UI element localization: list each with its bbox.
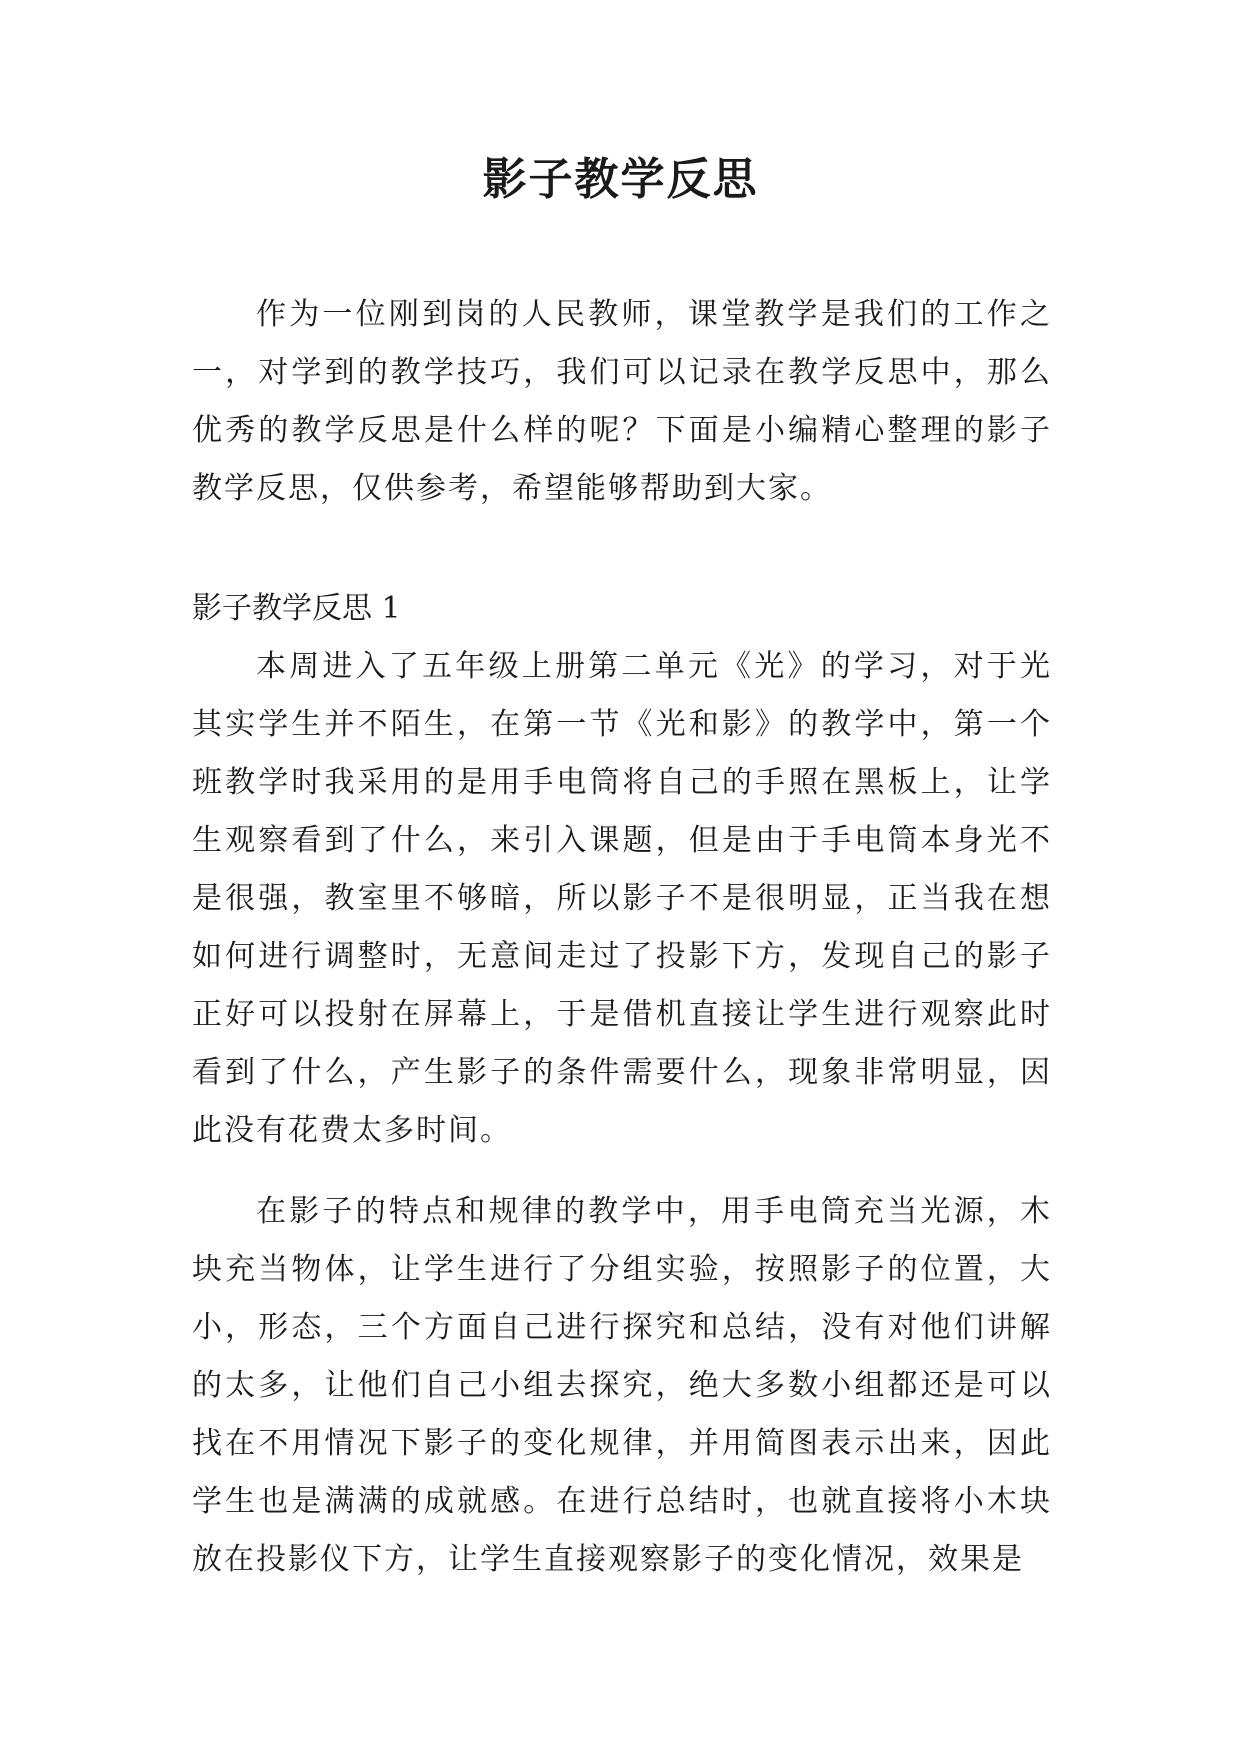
document-title: 影子教学反思 [482,154,759,205]
section-heading: 影子教学反思 1 [192,591,401,626]
body-paragraph-1: 本周进入了五年级上册第二单元《光》的学习，对于光其实学生并不陌生，在第一节《光和影》的教学中，第一个班教学时我采用的是用手电筒将自己的手照在黑板上，让学生观察看到了什么，来引入课题，但是由于手电筒本身光不是很强，教室里不够暗，所以影子不是很明显，正当我在想如何进行调整时，无意间走过了投影下方，发现自己的影子正好可以投射在屏幕上，于是借机直接让学生进行观察此时看到了什么，产生影子的条件需要什么，现象非常明显，因此没有花费太多时间。 [192,649,1052,1148]
body-paragraph-2: 在影子的特点和规律的教学中，用手电筒充当光源，木块充当物体，让学生进行了分组实验，按照影子的位置，大小，形态，三个方面自己进行探究和总结，没有对他们讲解的太多，让他们自己小组去探究，绝大多数小组都还是可以找在不用情况下影子的变化规律，并用简图表示出来，因此学生也是满满的成就感。在进行总结时，也就直接将小木块放在投影仪下方，让学生直接观察影子的变化情况，效果是 [192,1194,1052,1577]
intro-paragraph: 作为一位刚到岗的人民教师，课堂教学是我们的工作之一，对学到的教学技巧，我们可以记录在教学反思中，那么优秀的教学反思是什么样的呢？下面是小编精心整理的影子教学反思，仅供参考，希望能够帮助到大家。 [192,297,1052,506]
